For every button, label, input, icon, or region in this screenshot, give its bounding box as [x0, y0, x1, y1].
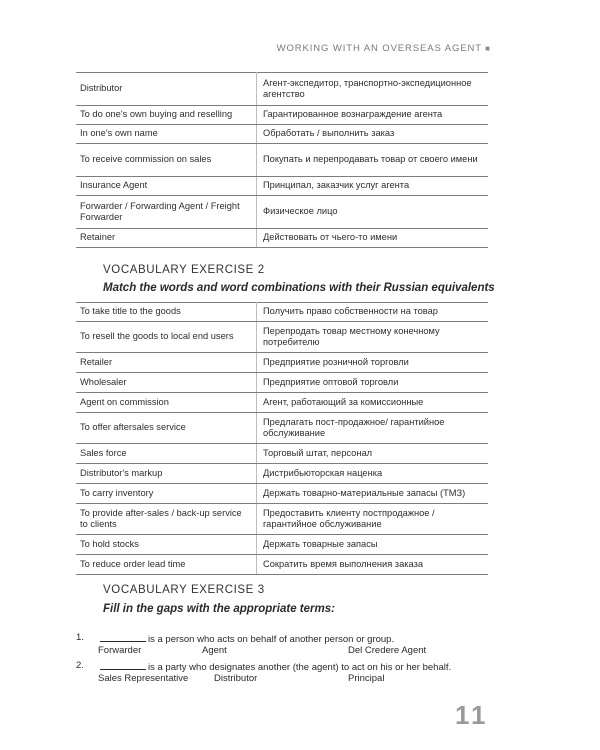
running-header: WORKING WITH AN OVERSEAS AGENT — [276, 43, 482, 54]
table-row — [76, 504, 488, 535]
term-en: To do one's own buying and reselling — [76, 106, 257, 125]
term-ru: Действовать от чьего-то имени — [257, 229, 489, 248]
term-en: To carry inventory — [76, 484, 257, 504]
vocabulary-table-1 — [76, 72, 488, 248]
answer-options — [76, 645, 496, 658]
term-ru: Держать товарные запасы — [257, 535, 489, 555]
term-en: To take title to the goods — [76, 303, 257, 322]
term-en: Forwarder / Forwarding Agent / Freight Forwarder — [76, 196, 257, 229]
table-row — [76, 73, 488, 106]
table-row — [76, 413, 488, 444]
table-row — [76, 177, 488, 196]
term-ru: Предоставить клиенту постпродажное / гарантийное обслуживание — [257, 504, 489, 535]
table-row — [76, 373, 488, 393]
option: Forwarder — [98, 645, 142, 656]
term-en: To reduce order lead time — [76, 555, 257, 575]
table-row — [76, 484, 488, 504]
table-row — [76, 229, 488, 248]
term-en: Distributor — [76, 73, 257, 106]
term-en: To hold stocks — [76, 535, 257, 555]
table-row — [76, 144, 488, 177]
exercise-item — [76, 632, 496, 645]
term-ru: Гарантированное вознаграждение агента — [257, 106, 489, 125]
table-row — [76, 555, 488, 575]
item-number: 1. — [76, 632, 84, 643]
table-row — [76, 303, 488, 322]
term-ru: Агент-экспедитор, транспортно-экспедиционное агентство — [257, 73, 489, 106]
option: Del Credere Agent — [348, 645, 427, 656]
term-ru: Физическое лицо — [257, 196, 489, 229]
term-ru: Дистрибьюторская наценка — [257, 464, 489, 484]
term-ru: Предлагать пост-продажное/ гарантийное обслуживание — [257, 413, 489, 444]
term-en: Sales force — [76, 444, 257, 464]
term-en: In one's own name — [76, 125, 257, 144]
term-en: To provide after-sales / back-up service to clients — [76, 504, 257, 535]
item-text: is a party who designates another (the agent) to act on his or her behalf. — [148, 662, 452, 673]
table-row — [76, 196, 488, 229]
option: Distributor — [214, 673, 258, 684]
term-en: Retailer — [76, 353, 257, 373]
table-row — [76, 535, 488, 555]
term-en: To resell the goods to local end users — [76, 322, 257, 353]
exercise-3-heading: VOCABULARY EXERCISE 3 — [103, 584, 265, 596]
exercise-3-list — [76, 632, 496, 688]
item-text: is a person who acts on behalf of another person or group. — [148, 634, 395, 645]
term-ru: Обработать / выполнить заказ — [257, 125, 489, 144]
answer-blank[interactable] — [100, 632, 146, 642]
term-ru: Держать товарно-материальные запасы (ТМЗ) — [257, 484, 489, 504]
exercise-item — [76, 660, 496, 673]
term-ru: Получить право собственности на товар — [257, 303, 489, 322]
term-en: Retainer — [76, 229, 257, 248]
option: Agent — [202, 645, 227, 656]
table-row — [76, 393, 488, 413]
table-row — [76, 125, 488, 144]
term-ru: Предприятие оптовой торговли — [257, 373, 489, 393]
table-row — [76, 464, 488, 484]
exercise-3-instruction: Fill in the gaps with the appropriate terms: — [103, 603, 335, 615]
term-ru: Предприятие розничной торговли — [257, 353, 489, 373]
header-square-icon: ■ — [485, 44, 490, 53]
table-row — [76, 444, 488, 464]
table-row — [76, 322, 488, 353]
term-ru: Торговый штат, персонал — [257, 444, 489, 464]
term-en: Agent on commission — [76, 393, 257, 413]
term-ru: Покупать и перепродавать товар от своего имени — [257, 144, 489, 177]
term-ru: Принципал, заказчик услуг агента — [257, 177, 489, 196]
term-en: Wholesaler — [76, 373, 257, 393]
term-en: To offer aftersales service — [76, 413, 257, 444]
item-sentence — [100, 632, 394, 645]
answer-options — [76, 673, 496, 686]
term-ru: Сократить время выполнения заказа — [257, 555, 489, 575]
option: Principal — [348, 673, 385, 684]
exercise-2-heading: VOCABULARY EXERCISE 2 — [103, 264, 265, 276]
term-ru: Перепродать товар местному конечному потребителю — [257, 322, 489, 353]
term-en: Insurance Agent — [76, 177, 257, 196]
term-en: Distributor's markup — [76, 464, 257, 484]
option: Sales Representative — [98, 673, 189, 684]
exercise-2-instruction: Match the words and word combinations with their Russian equivalents — [103, 282, 495, 294]
answer-blank[interactable] — [100, 660, 146, 670]
table-row — [76, 106, 488, 125]
table-row — [76, 353, 488, 373]
term-en: To receive commission on sales — [76, 144, 257, 177]
page-number: 11 — [455, 700, 489, 730]
item-sentence — [100, 660, 451, 673]
vocabulary-table-2 — [76, 302, 488, 575]
item-number: 2. — [76, 660, 84, 671]
term-ru: Агент, работающий за комиссионные — [257, 393, 489, 413]
